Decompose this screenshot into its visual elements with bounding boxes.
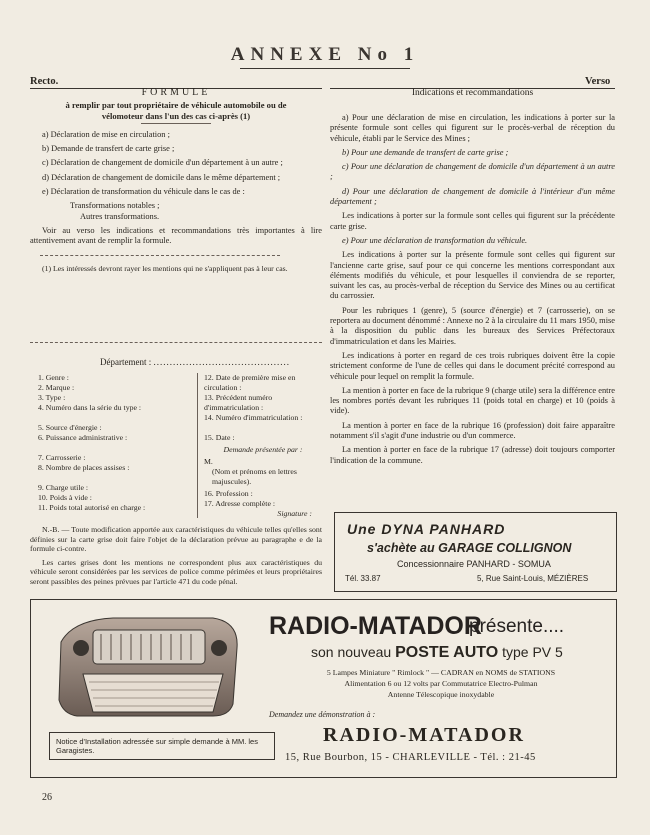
transformation-autres: Autres transformations. — [80, 211, 160, 221]
field-poids-total: 11. Poids total autorisé en charge : — [38, 503, 146, 512]
ind-b: b) Pour une demande de transfert de carte grise ; — [342, 147, 509, 157]
field-m: M. — [204, 457, 213, 466]
form-fields-left — [38, 373, 188, 523]
field-marque: 2. Marque : — [38, 383, 75, 392]
ind-rubrique-17: La mention à porter en face de la rubrique 17 (adresse) doit toujours comporter l'indication de la commune. — [330, 445, 615, 465]
field-precedent-numero: 13. Précédent numéro d'immatriculation : — [204, 393, 273, 412]
annexe-title: ANNEXE No 1 — [230, 44, 420, 65]
field-type: 3. Type : — [38, 393, 66, 402]
ind-d: d) Pour une déclaration de changement de domicile à l'intérieur d'un même département ; — [330, 186, 615, 207]
field-genre: 1. Genre : — [38, 373, 69, 382]
form-divider — [197, 373, 199, 518]
spec-line2: Alimentation 6 ou 12 volts par Commutatrice Electro-Pulman — [344, 679, 538, 688]
formule-subtitle: à remplir par tout propriétaire de véhicule automobile ou de vélomoteur dans l'un des cas ci-après (1) — [65, 100, 287, 121]
nb-section — [30, 525, 322, 590]
ind-d-detail: Les indications à porter sur la formule sont celles qui figurent sur la précédente carte grise. — [330, 211, 615, 231]
footnote: (1) Les intéressés devront rayer les mentions qui ne s'appliquent pas à leur cas. — [42, 263, 288, 273]
notice-box: Notice d'Installation adressée sur simple demande à MM. les Garagistes. — [49, 732, 275, 760]
case-c: c) Déclaration de changement de domicile d'un département à un autre ; — [42, 158, 283, 168]
radio-address: 15, Rue Bourbon, 15 - CHARLEVILLE - Tél. : 21-45 — [285, 752, 536, 763]
poste-auto: POSTE AUTO — [395, 644, 499, 661]
formule-title: FORMULE — [141, 87, 211, 98]
verso-label: Verso — [585, 76, 611, 87]
radio-matador-ad — [30, 599, 617, 778]
field-charge-utile: 9. Charge utile : — [38, 483, 89, 492]
ind-c: c) Pour une déclaration de changement de domicile d'un département à un autre ; — [330, 162, 615, 182]
indications-title: Indications et recommandations — [411, 88, 534, 98]
ind-e: e) Pour une déclaration de transformation du véhicule. — [342, 235, 528, 245]
dyna-panhard-ad — [334, 512, 617, 592]
field-profession: 16. Profession : — [204, 489, 253, 498]
ind-e-detail: Les indications à porter sur la présente formule sont celles qui figurent sur l'ancienne carte grise, sauf pour ce qui concerne les mentions correspondant aux éléments modifiés du véhicule, et pour lesquelles il conviendra de se reporter, suivant les cas, au procès-verbal de réception du Service des Mines ou au certificat du carrossier. — [330, 250, 615, 301]
case-d: d) Déclaration de changement de domicile dans le même département ; — [42, 172, 281, 182]
son-nouveau-text: son nouveau — [311, 644, 392, 660]
form-rule — [30, 342, 322, 343]
field-poids-vide: 10. Poids à vide : — [38, 493, 92, 502]
dashed-rule — [40, 255, 280, 256]
recto-label: Recto. — [30, 76, 59, 87]
field-carrosserie: 7. Carrosserie : — [38, 453, 86, 462]
departement-dots: .......................................... — [153, 357, 290, 367]
field-adresse: 17. Adresse complète : — [204, 499, 276, 508]
indications-column — [330, 113, 615, 470]
field-numero-immat: 14. Numéro d'immatriculation : — [204, 413, 303, 422]
ind-rubrique-9: La mention à porter en face de la rubrique 9 (charge utile) sera la différence entre les nombres portés devant les rubriques 11 (poids total en charge) et 10 (poids à vide). — [330, 385, 615, 416]
ind-rubrique-16: La mention à porter en face de la rubrique 16 (profession) doit faire apparaître notamment s'il s'agit d'une industrie ou d'un commerce. — [330, 420, 615, 441]
case-b: b) Demande de transfert de carte grise ; — [42, 144, 175, 154]
car-radio-image — [53, 612, 243, 722]
transformation-notable: Transformations notables ; — [70, 201, 160, 211]
case-e: e) Déclaration de transformation du véhicule dans le cas de : — [42, 187, 245, 197]
voir-verso-text: Voir au verso les indications et recommandations très importantes à lire attentivement avant de remplir la formule. — [30, 225, 322, 246]
presente-text: présente.... — [469, 616, 565, 637]
departement-label — [100, 357, 290, 367]
type-pv5: type PV 5 — [502, 644, 563, 660]
demande-presentee: Demande présentée par : — [223, 445, 303, 454]
spec-line3: Antenne Télescopique inoxydable — [387, 690, 495, 699]
departement-text: Département : — [100, 357, 152, 367]
field-source-energie: 5. Source d'énergie : — [38, 423, 102, 432]
field-puissance: 6. Puissance administrative : — [38, 433, 128, 442]
field-signature: Signature : — [277, 509, 312, 518]
dyna-line3: Concessionnaire PANHARD - SOMUA — [397, 559, 551, 569]
nb2-text: Les cartes grises dont les mentions ne correspondent plus aux caractéristiques du véhicule seront considérées par les services de police comme périmées et leurs propriétaires seront passibles des peines prévues par l'article 471 du code pénal. — [30, 557, 322, 586]
field-date: 15. Date : — [204, 433, 235, 442]
dyna-line1: Une DYNA PANHARD — [347, 521, 506, 537]
page-number: 26 — [42, 792, 52, 803]
field-places: 8. Nombre de places assises : — [38, 463, 130, 472]
son-nouveau — [311, 644, 563, 662]
ind-rubriques: Pour les rubriques 1 (genre), 5 (source d'énergie) et 7 (carrosserie), on se reportera au document dénommé : Annexe no 2 à la circulaire du 11 mars 1950, mise à la disposition du public dans les bureaux des Services Préfectoraux d'immatriculation et dans les Mairies. — [330, 305, 615, 346]
nb-text: N.-B. — Toute modification apportée aux caractéristiques du véhicule telles qu'elles sont définies sur la carte grise doit faire l'objet de la déclaration prévue au paragraphe e de la formule ci-contre. — [30, 525, 322, 553]
case-a: a) Déclaration de mise en circulation ; — [42, 129, 170, 139]
spec-line1: 5 Lampes Miniature " Rimlock " — CADRAN en NOMS de STATIONS — [326, 668, 556, 677]
radio-brand-title: RADIO-MATADOR — [269, 612, 482, 640]
radio-brand-bottom: RADIO-MATADOR — [323, 724, 525, 746]
dyna-tel: Tél. 33.87 — [345, 574, 381, 583]
ind-a: a) Pour une déclaration de mise en circulation, les indications à porter sur la présente formule sont celles qui figurent sur le procès-verbal de réception du véhicule, établi par le Service des Mines ; — [330, 113, 615, 143]
short-rule — [141, 123, 211, 124]
nom-prenoms-note: (Nom et prénoms en lettres majuscules). — [212, 467, 297, 486]
formule-column — [30, 88, 322, 277]
form-fields-right — [204, 373, 322, 519]
demandez-text: Demandez une démonstration à : — [269, 710, 376, 719]
title-rule — [240, 68, 410, 69]
field-numero-serie: 4. Numéro dans la série du type : — [38, 403, 142, 412]
ind-copie: Les indications à porter en regard de ces trois rubriques doivent être la copie strictement conforme de l'une de celles qui dans le document précité correspond au véhicule pour lequel on remplit la formule. — [330, 350, 615, 381]
dyna-addr: 5, Rue Saint-Louis, MÉZIÈRES — [477, 574, 589, 583]
dyna-line2: s'achète au GARAGE COLLIGNON — [367, 541, 572, 555]
field-date-premiere: 12. Date de première mise en circulation : — [204, 373, 296, 392]
